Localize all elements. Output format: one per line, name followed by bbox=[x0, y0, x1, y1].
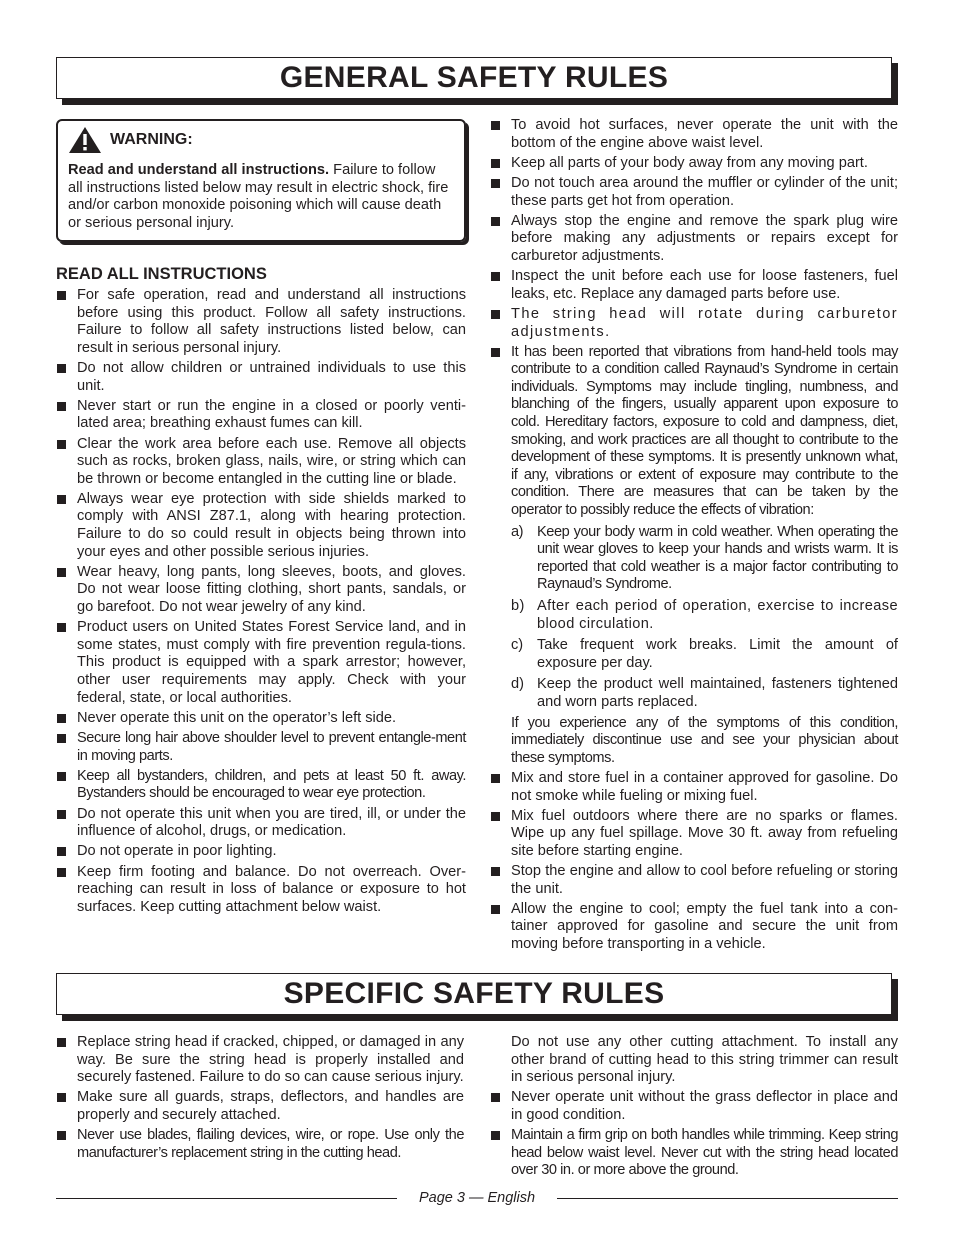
vibration-note: If you experience any of the symptoms of this condition, immediately discontinue use and see your physician about these symptoms. bbox=[511, 714, 898, 766]
list-item: Stop the engine and allow to cool before refueling or storing the unit. bbox=[490, 863, 898, 898]
warning-lead: Read and understand all instructions. bbox=[68, 162, 330, 178]
list-item: Mix and store fuel in a container approved for gasoline. Do not smoke while fueling or mixing fuel. bbox=[490, 770, 898, 805]
vibration-steps bbox=[490, 524, 898, 768]
read-all-instructions-heading: READ ALL INSTRUCTIONS bbox=[56, 265, 267, 284]
step-text: Take frequent work breaks. Limit the amount of exposure per day. bbox=[537, 637, 898, 671]
vibration-step bbox=[511, 524, 898, 594]
general-safety-rules-title: GENERAL SAFETY RULES bbox=[279, 61, 669, 94]
list-item: For safe operation, read and understand all instructions before using this product. Follow all safety instructions. Failure to follow all safety instructions listed below, can result in serious personal injury. bbox=[56, 287, 466, 357]
specific-right-column bbox=[490, 1034, 898, 1183]
list-item: The string head will rotate during carburetor adjustments. bbox=[490, 306, 898, 341]
specific-right-list bbox=[490, 1034, 898, 1180]
vibration-step bbox=[511, 598, 898, 633]
warning-label: WARNING: bbox=[110, 131, 193, 149]
footer-rule-left bbox=[56, 1198, 397, 1199]
list-item: Do not allow children or untrained individuals to use this unit. bbox=[56, 360, 466, 395]
list-item: Do not operate in poor lighting. bbox=[56, 843, 466, 861]
list-item: Do not touch area around the muffler or cylinder of the unit; these parts get hot from operation. bbox=[490, 175, 898, 210]
step-letter: a) bbox=[511, 523, 524, 540]
list-item: Inspect the unit before each use for loose fasteners, fuel leaks, etc. Replace any damaged parts before use. bbox=[490, 268, 898, 303]
list-item: Always wear eye protection with side shields marked to comply with ANSI Z87.1, along with hearing protection. Failure to do so could result in objects being thrown into your eyes and other possible serious injuries. bbox=[56, 491, 466, 561]
list-item: Never use blades, flailing devices, wire, or rope. Use only the manufacturer’s replacement string in the cutting head. bbox=[56, 1127, 464, 1162]
step-text: Keep your body warm in cold weather. When operating the unit wear gloves to keep your hands and wrists warm. It is reported that cold weather is a major factor contributing to Raynaud’s Syndrome. bbox=[537, 523, 898, 593]
list-item: Allow the engine to cool; empty the fuel tank into a con-tainer approved for gasoline and secure the unit from moving before transporting in a vehicle. bbox=[490, 901, 898, 954]
specific-safety-rules-banner bbox=[56, 973, 892, 1015]
specific-left-list bbox=[56, 1034, 464, 1162]
page-footer bbox=[56, 1188, 898, 1208]
general-left-column bbox=[56, 119, 466, 919]
specific-safety-rules-title: SPECIFIC SAFETY RULES bbox=[283, 977, 665, 1010]
list-item: Maintain a firm grip on both handles while trimming. Keep string head below waist level. Never cut with the string head located over 30 in. or more above the ground. bbox=[490, 1127, 898, 1180]
step-text: After each period of operation, exercise to increase blood circulation. bbox=[537, 598, 898, 632]
general-safety-rules-banner bbox=[56, 57, 892, 99]
specific-left-column bbox=[56, 1034, 464, 1165]
footer-rule-right bbox=[557, 1198, 898, 1199]
list-item: Secure long hair above shoulder level to prevent entangle-ment in moving parts. bbox=[56, 730, 466, 765]
list-item: Do not operate this unit when you are tired, ill, or under the influence of alcohol, drugs, or medication. bbox=[56, 806, 466, 841]
vibration-step bbox=[511, 676, 898, 711]
general-right-column bbox=[490, 117, 898, 956]
list-item: Always stop the engine and remove the spark plug wire before making any adjustments or repairs except for carburetor adjustments. bbox=[490, 213, 898, 266]
list-item: Never operate this unit on the operator’s left side. bbox=[56, 710, 466, 728]
list-item: Never operate unit without the grass deflector in place and in good condition. bbox=[490, 1089, 898, 1124]
warning-body: Failure to follow all instructions listed below may result in electric shock, fire and/or carbon monoxide poisoning which will cause death or serious personal injury. bbox=[68, 162, 449, 231]
step-text: Keep the product well maintained, fasteners tightened and worn parts replaced. bbox=[537, 676, 898, 710]
warning-header bbox=[68, 126, 454, 154]
step-letter: b) bbox=[511, 598, 525, 614]
list-item: Clear the work area before each use. Remove all objects such as rocks, broken glass, nails, wire, or string which can be thrown or become entangled in the cutting line or blade. bbox=[56, 436, 466, 489]
warning-box bbox=[56, 119, 466, 242]
list-item: Mix fuel outdoors where there are no sparks or flames. Wipe up any fuel spillage. Move 30 ft. away from refueling site before starting engine. bbox=[490, 808, 898, 861]
warning-triangle-icon bbox=[68, 126, 102, 154]
list-item: Never start or run the engine in a closed or poorly venti-lated area; breathing exhaust fumes can kill. bbox=[56, 398, 466, 433]
list-item: Replace string head if cracked, chipped, or damaged in any way. Be sure the string head is properly installed and securely fastened. Failure to do so can cause serious injury. bbox=[56, 1034, 464, 1087]
list-item: It has been reported that vibrations from hand-held tools may contribute to a condition called Raynaud’s Syndrome in certain individuals. Symptoms may include tingling, numbness, and blanching of the fingers, usually apparent upon exposure to cold. Hereditary factors, exposure to cold and dampness, diet, smoking, and work practices are all thought to contribute to the development of these symptoms. It is presently unknown what, if any, vibrations or extent of exposure may contribute to the condition. There are measures that can be taken by the operator to possibly reduce the effects of vibration: bbox=[490, 344, 898, 520]
page-number-label: Page 3 — English bbox=[418, 1190, 536, 1206]
vibration-step bbox=[511, 637, 898, 672]
general-left-list bbox=[56, 287, 466, 916]
list-item: Wear heavy, long pants, long sleeves, boots, and gloves. Do not wear loose fitting clothing, short pants, sandals, or go barefoot. Do not wear jewelry of any kind. bbox=[56, 564, 466, 617]
list-item: Keep all bystanders, children, and pets at least 50 ft. away. Bystanders should be encouraged to wear eye protection. bbox=[56, 768, 466, 803]
warning-text bbox=[68, 162, 454, 232]
step-letter: d) bbox=[511, 676, 524, 693]
list-item: Keep firm footing and balance. Do not overreach. Over-reaching can result in loss of balance or exposure to hot surfaces. Keep cutting attachment below waist. bbox=[56, 864, 466, 917]
list-item: To avoid hot surfaces, never operate the unit with the bottom of the engine above waist level. bbox=[490, 117, 898, 152]
general-right-list bbox=[490, 117, 898, 954]
step-letter: c) bbox=[511, 637, 524, 654]
list-item: Keep all parts of your body away from any moving part. bbox=[490, 155, 898, 173]
list-item-continuation: Do not use any other cutting attachment. To install any other brand of cutting head to this string trimmer can result in serious personal injury. bbox=[511, 1034, 898, 1086]
list-item: Make sure all guards, straps, deflectors, and handles are properly and securely attached. bbox=[56, 1089, 464, 1124]
list-item: Product users on United States Forest Service land, and in some states, must comply with fire prevention regula-tions. This product is equipped with a spark arrestor; however, other user requirements may apply. Check with your federal, state, or local authorities. bbox=[56, 619, 466, 707]
